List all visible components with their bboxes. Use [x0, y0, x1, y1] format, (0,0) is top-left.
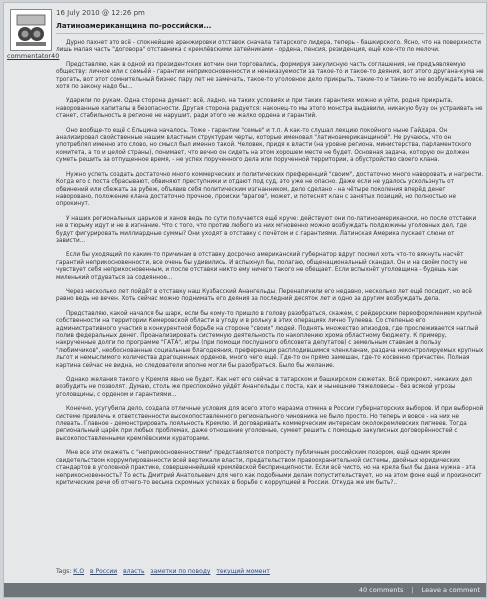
post-title: Латиноамериканщина по-российски... — [56, 22, 484, 34]
post-paragraph: Конечно, усугубила дело, создала отличные условия для всего этого маразма отмена в России губернаторских выборов. И при выборной системе привлечь к ответственности высокопоставленного регионального чиновника не было просто. Но теперь и вовсе - на них не плевать. Главное - демонстрировать лояльность Кремлю. И договаривать коммерческим интересам околокремлевских пигмеев. Тогда региональный царёк при любых проблемах, даже отношение уголовные, сумеет решить с помощью закулисных договорённостей с высокопоставленными кремлёвскими кураторами. — [56, 406, 484, 442]
footer-separator: | — [411, 586, 414, 594]
tags-row — [56, 568, 274, 575]
post-paragraph: Представляю, как в одной из президентских вотчин они торговались, формируя закулисную часть соглашения, не предъявляемую обществу: личное или с семьёй - гарантии неприкосновенности и ненаказуемости за такое-то и такое-то деяния, вот этого другана-кума не трогать, вот этот сомнительный бизнес пару лет не замечать, такое-то уголовное дело прикрыть, такие-то и такие-то не возбуждать вовсе, хотя по закону надо бы... — [56, 61, 484, 91]
post-date: 16 July 2010 @ 12:26 pm — [56, 9, 145, 17]
post-paragraph: Дурно пахнет это всё - спокнейшие аранжировки отставок сначала татарского лидера, теперь - башкирского. Ясно, что на поверхности лишь малая часть "договора" отставника с кремлёвскими затейниками - ордена, пенсия, резиденция, ещё кое-что по мелочи. — [56, 40, 481, 54]
comments-link[interactable]: 40 comments — [358, 586, 404, 594]
tags-label: Tags: — [56, 568, 72, 575]
avatar-image-icon — [12, 11, 50, 49]
post-paragraph: Однако желания такого у Кремля явно не будет. Как нет его сейчас в татарском и башкирском сюжетах. Всё прикроют, никаких дел возбудить не позволят. Думаю, столь же преспокойно уйдёт Анангельды с поста, как и нынешние тяжеловесы - без всякой угрозы уголовщины, с орденом и гарантиями... — [56, 377, 472, 398]
post — [56, 5, 484, 577]
post-footer — [4, 583, 486, 597]
post-paragraph: Если бы уходящий по каким-то причинам в отставку досрочно американский губернатор вдруг посмел хоть что-то вякнуть насчёт гарантий неприкосновенности, все очень бы удивились. И вспыхнул бы, полагаю, общенациональный скандал. Он и на своём посту не чувствует себя неприкосновенным, и после отставки никто ему ничего такого не обещает. Если вспыхнёт уголовщина - будешь как миленький отдуваться за содеянное... — [56, 252, 468, 281]
tag-link[interactable]: текущий момент — [216, 568, 270, 575]
post-paragraph: Ударили по рукам. Одна сторона думает: всё, ладно, на таких условиях и при таких гарантиях можно и уйти, родня прикрыта, наворованные капиталы в безопасности. Другая сторона радуется: наконец-то мы этого монстра выдавили, никакую бузу он устраивать не станет, стабильность в регионе не нарушит, ради этого не жалко ордена и гарантий. — [56, 98, 483, 120]
author-link[interactable]: commentator40 — [7, 52, 60, 60]
tag-link[interactable]: в России — [90, 568, 118, 575]
tag-link[interactable]: заметки по поводу — [150, 568, 211, 575]
tag-link[interactable]: власть — [123, 568, 145, 575]
post-paragraph: У наших региональных царьков и ханов ведь по сути получается ещё круче: действуют они по-латиноамерикански, но после отставки не в тюрьму идут и не в изгнание. Что с того, что против любого из них мгновенно можно возбуждать полдюжины уголовных дел, где будут фигурировать миллиардные суммы? Они уходят в отставку с почётом и с гарантиями. Латинская Америка пускает слюни от зависти... — [56, 215, 477, 244]
post-paragraph: Через несколько лет пойдёт в отставку наш Кузбасский Анангельды. Перенапичили его недавно, несколько лет ещё посидит, но всё равно ведь не вечен. Хоть сейчас можно поднимать его деяния за последний десяток лет и одно за другим возбуждать дела. — [56, 288, 472, 303]
avatar[interactable] — [10, 9, 52, 51]
post-paragraph: Оно вообще-то ещё с Ельцина началось. Тоже - гарантии "семье" и т.п. А как-то слушал лекцию покойного ныне Гайдара. Он анализировал свойственные нашим властным структурам черты, которые именовал "латиноамериканщиной". Не ручаюсь, что он употреблял именно это слово, но смысл был именно такой. Человек, придя к власти (на уровне региона, министерства, парламентского комитета, а то и целой страны), понимает, что вечно он сидеть на этом хорошем месте не будет. Основная задача, которую он должен суметь решить за отпущенное время, - не успех порученного дела или порученной территории, а обустройство своего клана. — [56, 127, 472, 164]
post-paragraph: Мне все эти окажеть с "неприкосновенностями" представляются попросту публичным российским позором, ещё одним ярким свидетельством коррумпированности всей вертикали власти, предательством правоохранительной системы, двойных юридических стандартов в уголовной практике, совершеннейшей кремлёвской беспринципности. Если всё чисто, но на крела был бы дана нужна - эта неприкосновенность? То есть Дмитрий Анатольевич для чего как подобными делам попустительствует, но на этом фоне ещё и произносит критические речи об отчего-то весьма скромных успехах в борьбе с коррупцией в России. Откуда же им быть?.. — [56, 450, 482, 486]
leave-comment-link[interactable]: Leave a comment — [421, 586, 480, 594]
post-paragraph: Нужно успеть создать достаточно много коммерческих и политических преференций "своим", достаточно много наворовать и нагрести. Когда его с поста сбрасывают, обвиняют преступники и отдают под суд, это уже не опасно. Даже если не удалось ускользнуть от обвинений или сбежать за рубеж, объявив себя политическим изгнанником, дело сделано - на чётыре поколения вперёд денег наворовано, положение клана достаточно прочное, происки "врагов", может, и потеснят клан с занятых позиций, но полностью не опрокинут. — [56, 171, 484, 208]
post-paragraph: Представляю, какой начался бы шарк, если бы кому-то пришло в голову разобраться, скажем, с рейдерским переоформлением крупной собственности на территории Кемеровской области в угоду и в рольку в этих операциях лично Тулеева. Со степенью его административного участия в конкурентной борьбе на стороне "своих" людей. Поднять множество эпизодов, где прослеживается наглый полив федеральных денег. Проанализировать системную деятельность по накоплению хрома областному бюджету. К примеру, накрученные долги по программе "ГАТА", игры (при помощи послушного облсовета депутатов) с земельным ставкам в пользу "любимчиков", необоснованные социальные благодеяния, преференции расплодившимся членкланам, раздача неконтролируемых крупных льгот и немыслимого количества драгоценных орденов, много чего ещё. Где-то он прямо замешан, где-то косвенно причастен. Полная картина сейчас не видна, но следователи вполне могли бы разобраться. Было бы желание. — [56, 310, 484, 369]
tag-link[interactable]: К.О — [73, 568, 85, 575]
post-container — [3, 2, 487, 598]
post-body — [56, 40, 484, 487]
